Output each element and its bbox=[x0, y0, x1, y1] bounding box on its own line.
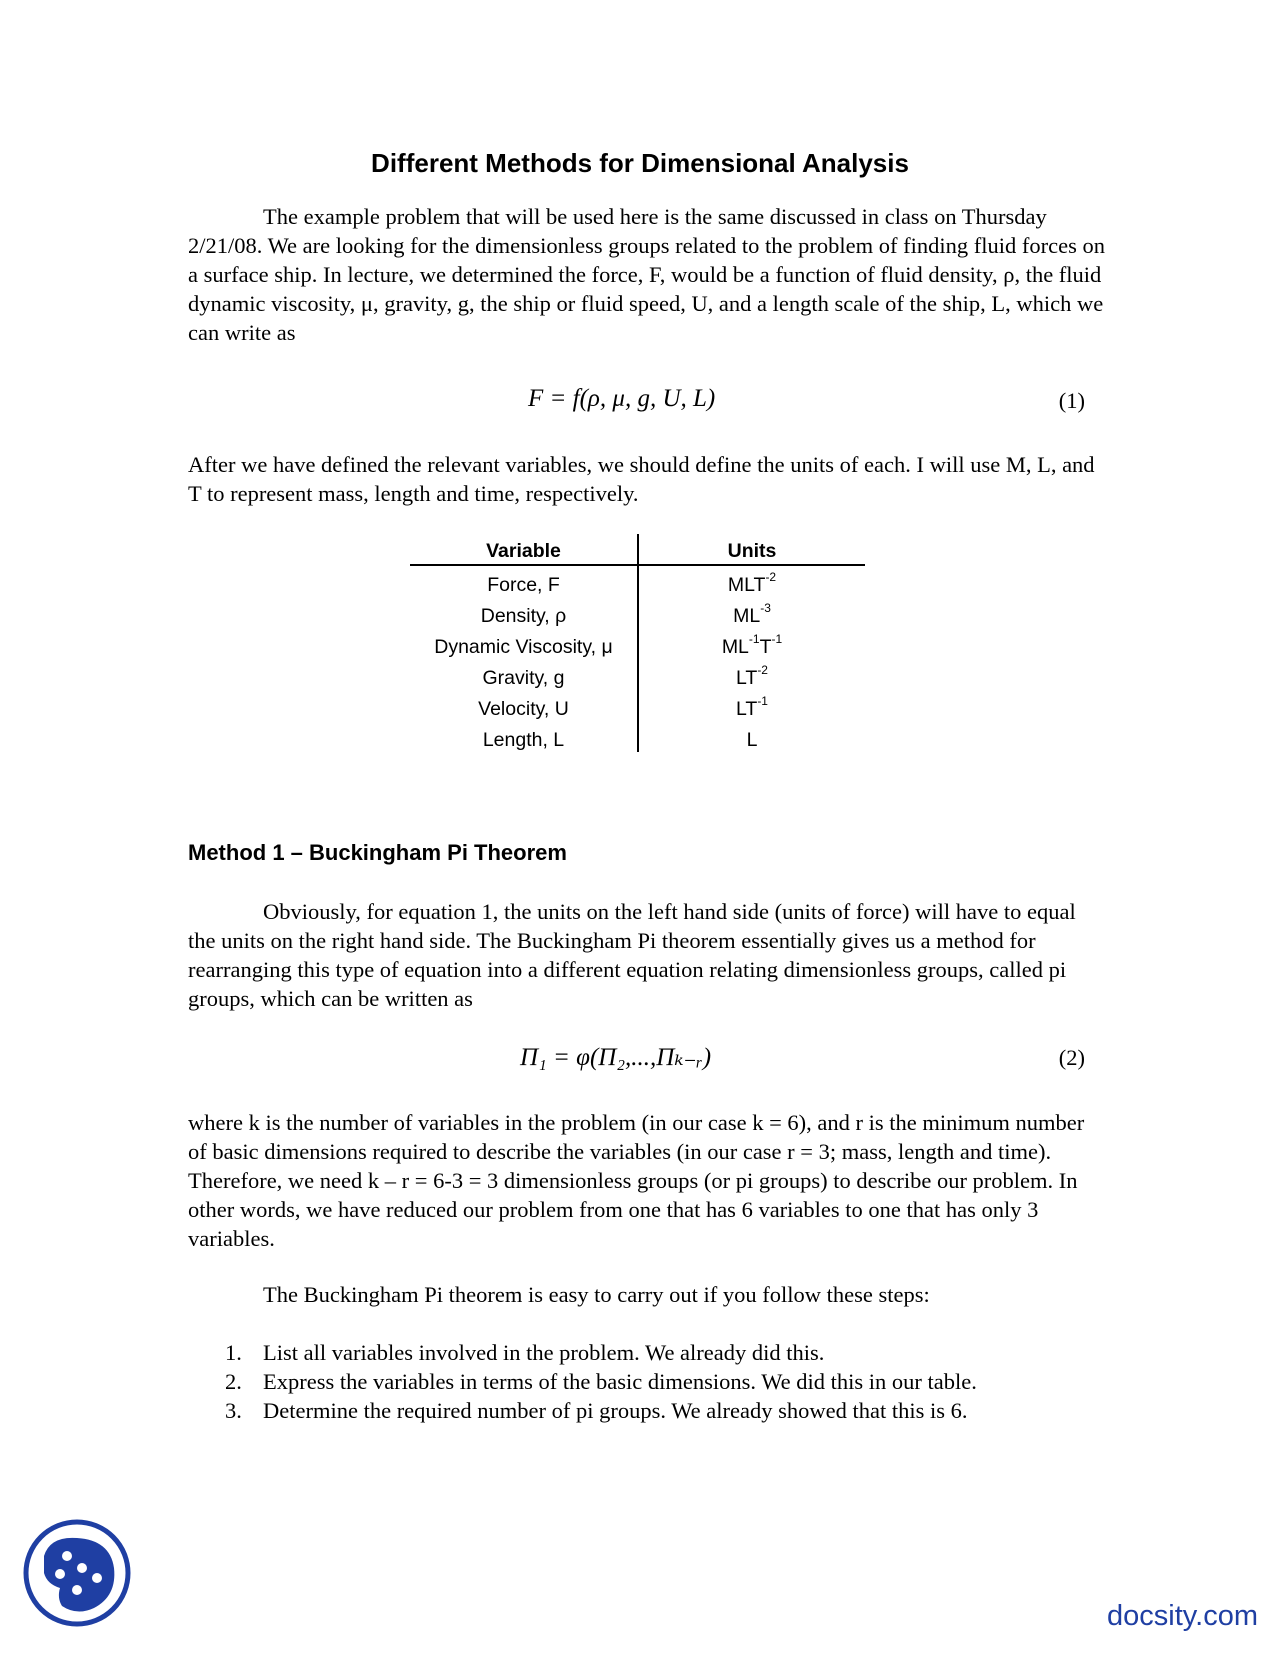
intro-paragraph: The example problem that will be used here is the same discussed in class on Thursday 2/21/08. We are looking for the dimensionless groups related to the problem of finding fluid forces on a surface ship. In lecture, we determined the force, F, would be a function of fluid density, ρ, the fluid dynamic viscosity, μ, gravity, g, the ship or fluid speed, U, and a length scale of the ship, L, which we can write as bbox=[188, 204, 1105, 345]
table-cell-variable: Dynamic Viscosity, μ bbox=[434, 636, 613, 658]
docsity-watermark: docsity.com bbox=[1107, 1600, 1258, 1632]
table-header-variable: Variable bbox=[486, 540, 561, 562]
units-intro-paragraph: After we have defined the relevant variables, we should define the units of each. I will use M, L, and T to represent mass, length and time, respectively. bbox=[188, 452, 1095, 506]
table-cell-unit: $LT^{-1}$ bbox=[736, 694, 768, 720]
table-cell-variable: Length, L bbox=[482, 729, 565, 751]
table-cell-unit: $ML^{-3}$ bbox=[733, 601, 771, 627]
where-paragraph: where k is the number of variables in the problem (in our case k = 6), and r is the minimum number of basic dimensions required to describe the variables (in our case r = 3; mass, length and time). Therefore, we need k – r = 6-3 = 3 dimensionless groups (or pi groups) to describe our problem. In other words, we have reduced our problem from one that has 6 variables to one that has only 3 variables. bbox=[188, 1110, 1085, 1251]
equation-2: Π₁ = φ(Π₂,...,Πₖ₋ᵣ) bbox=[520, 1044, 712, 1071]
steps-intro-paragraph: The Buckingham Pi theorem is easy to carry out if you follow these steps: bbox=[263, 1282, 930, 1307]
equation-1: F = f(ρ, μ, g, U, L) bbox=[528, 385, 716, 412]
method1-paragraph: Obviously, for equation 1, the units on the left hand side (units of force) will have to equal the units on the right hand side. The Buckingham Pi theorem essentially gives us a method for rearranging this type of equation into a different equation relating dimensionless groups, called pi groups, which can be written as bbox=[188, 899, 1076, 1011]
table-cell-variable: Velocity, U bbox=[478, 698, 569, 720]
table-cell-variable: Density, ρ bbox=[480, 605, 567, 627]
equation-2-number: (2) bbox=[1058, 1045, 1085, 1070]
table-cell-variable: Gravity, g bbox=[482, 667, 565, 689]
table-cell-unit: $MLT^{-2}$ bbox=[727, 570, 777, 596]
table-cell-unit: $LT^{-2}$ bbox=[736, 663, 768, 689]
table-header-rule bbox=[410, 564, 865, 566]
equation-1-number: (1) bbox=[1058, 388, 1085, 413]
table-cell-variable: Force, F bbox=[487, 574, 560, 596]
page-title: Different Methods for Dimensional Analysis bbox=[371, 148, 909, 178]
list-item: 2. Express the variables in terms of the basic dimensions. We did this in our table. bbox=[225, 1369, 977, 1394]
table-cell-unit: L bbox=[746, 729, 758, 751]
list-item: 1. List all variables involved in the problem. We already did this. bbox=[225, 1340, 825, 1365]
docsity-logo-icon bbox=[22, 1518, 132, 1628]
section-heading-method-1: Method 1 – Buckingham Pi Theorem bbox=[188, 840, 567, 865]
steps-list bbox=[188, 1338, 977, 1425]
table-cell-unit: $ML^{-1}T^{-1}$ bbox=[721, 632, 783, 658]
list-item: 3. Determine the required number of pi groups. We already showed that this is 6. bbox=[225, 1398, 968, 1423]
table-header-units: Units bbox=[727, 540, 777, 562]
